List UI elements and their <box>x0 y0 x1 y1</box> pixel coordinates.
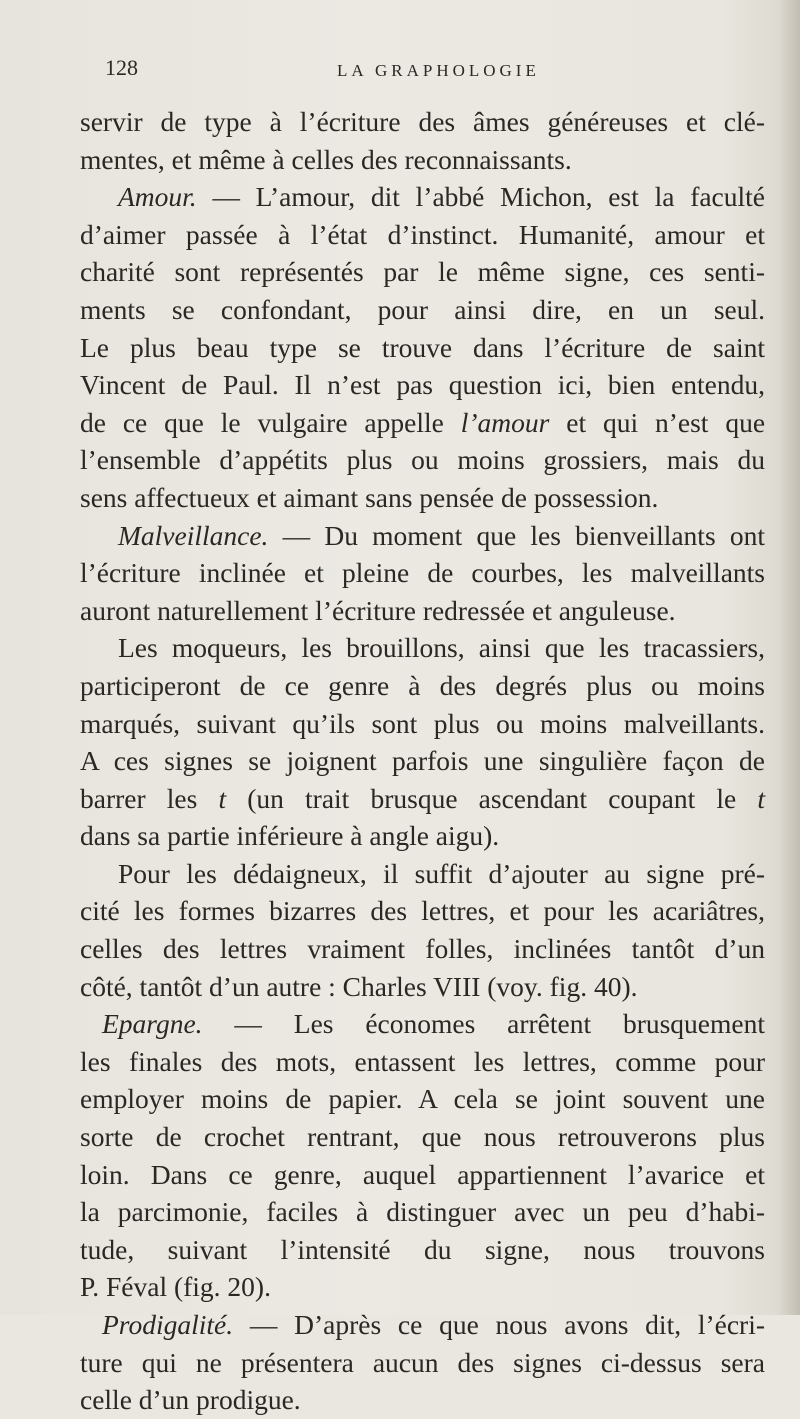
text-line: celles des lettres vraiment folles, inclinées tantôt d’un <box>80 933 765 965</box>
text-line: servir de type à l’écriture des âmes généreuses et clé- <box>80 106 765 137</box>
text-line: Pour les dédaigneux, il suffit d’ajouter au signe pré- <box>118 857 765 889</box>
text-line: l’écriture inclinée et pleine de courbes, les malveillants <box>80 557 765 589</box>
heading-malveillance: Malveillance. <box>118 519 269 551</box>
text-line: marqués, suivant qu’ils sont plus ou moins malveillants. <box>80 707 765 739</box>
text-line: mentes, et même à celles des reconnaissants. <box>80 143 572 175</box>
text-line: Malveillance. — Du moment que les bienveillants ont <box>118 519 765 551</box>
text-line: participeront de ce genre à des degrés plus ou moins <box>80 669 765 701</box>
text-line: ments se confondant, pour ainsi dire, en un seul. <box>80 293 765 325</box>
italic-t: t <box>757 782 766 814</box>
text-line: sorte de crochet rentrant, que nous retrouverons plus <box>80 1121 765 1153</box>
text-line: la parcimonie, faciles à distinguer avec un peu d’habi- <box>80 1196 765 1228</box>
text-line: Vincent de Paul. Il n’est pas question ici, bien entendu, <box>80 369 765 401</box>
text-line: celle d’un prodigue. <box>80 1384 301 1416</box>
page-number: 128 <box>105 55 138 80</box>
body-text <box>80 103 765 1419</box>
text-line: de ce que le vulgaire appelle l’amour et qui n’est que <box>80 406 766 438</box>
text-line: Amour. — L’amour, dit l’abbé Michon, est la faculté <box>118 181 765 213</box>
text-line: côté, tantôt d’un autre : Charles VIII (voy. fig. 40). <box>80 970 638 1002</box>
italic-lamour: l’amour <box>460 406 550 438</box>
text-line: Les moqueurs, les brouillons, ainsi que les tracassiers, <box>118 632 765 664</box>
text-line: les finales des mots, entassent les lettres, comme pour <box>80 1045 765 1077</box>
text-line: barrer les t (un trait brusque ascendant coupant le t <box>80 782 766 814</box>
text-line: ture qui ne présentera aucun des signes ci-dessus sera <box>80 1346 765 1378</box>
text-line: sens affectueux et aimant sans pensée de possession. <box>80 481 659 513</box>
running-title: LA GRAPHOLOGIE <box>337 61 540 80</box>
text-line: cité les formes bizarres des lettres, et pour les acariâtres, <box>80 895 765 927</box>
page-edge-shadow <box>778 0 800 1315</box>
heading-amour: Amour. <box>118 181 197 213</box>
text-line: dans sa partie inférieure à angle aigu). <box>80 820 500 852</box>
text-line: charité sont représentés par le même signe, ces senti- <box>80 256 765 288</box>
heading-epargne: Epargne. <box>102 1008 203 1040</box>
text-line: employer moins de papier. A cela se joint souvent une <box>80 1083 765 1115</box>
text-line: Epargne. — Les économes arrêtent brusquement <box>102 1008 766 1040</box>
text-line: A ces signes se joignent parfois une singulière façon de <box>80 745 765 777</box>
text-line: Prodigalité. — D’après ce que nous avons dit, l’écri- <box>102 1309 766 1340</box>
italic-t: t <box>218 782 227 814</box>
page-header <box>105 55 575 85</box>
heading-prodigalite: Prodigalité. <box>102 1309 234 1340</box>
text-line: loin. Dans ce genre, auquel appartiennent l’avarice et <box>80 1158 765 1190</box>
text-line: P. Féval (fig. 20). <box>80 1271 271 1303</box>
text-line: tude, suivant l’intensité du signe, nous trouvons <box>80 1233 765 1265</box>
text-line: d’aimer passée à l’état d’instinct. Humanité, amour et <box>80 218 765 250</box>
text-line: Le plus beau type se trouve dans l’écriture de saint <box>80 331 765 363</box>
text-line: l’ensemble d’appétits plus ou moins grossiers, mais du <box>80 444 765 476</box>
text-line: auront naturellement l’écriture redressée et anguleuse. <box>80 594 676 626</box>
